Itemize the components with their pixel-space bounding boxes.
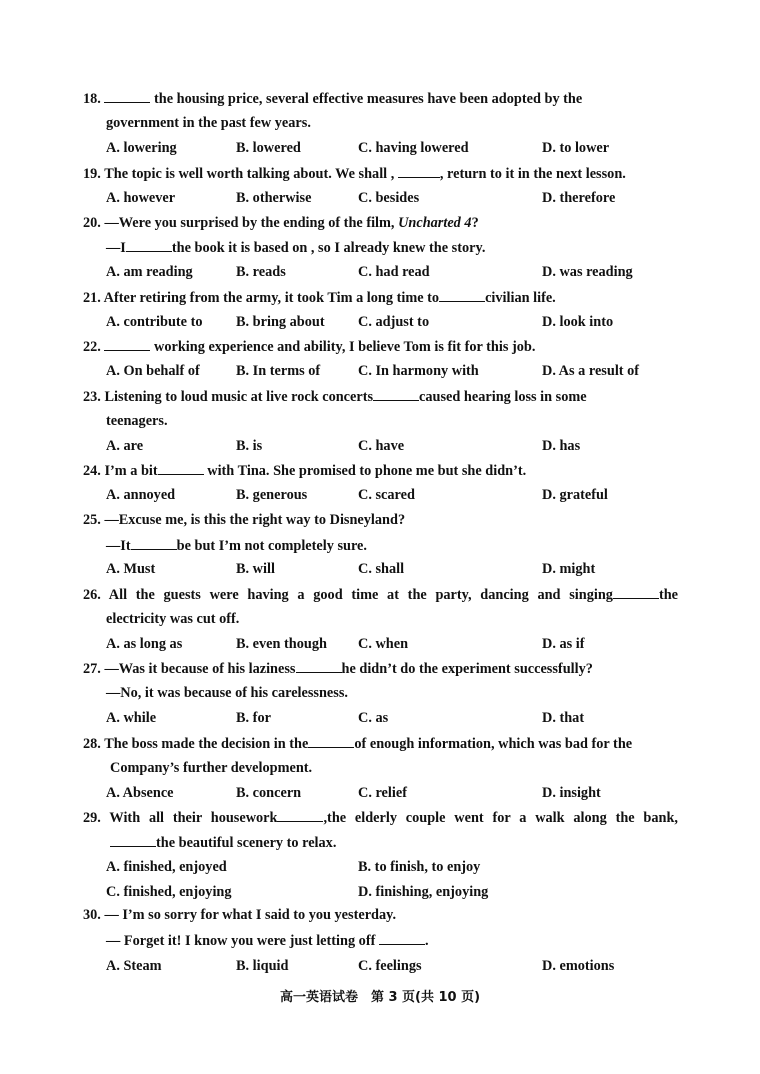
question-text-end: caused hearing loss in some <box>419 389 587 405</box>
option-c: C. relief <box>358 785 407 801</box>
question-25-line2 <box>106 536 367 555</box>
page-footer: 高一英语试卷 第 3 页(共 10 页) <box>279 990 481 1005</box>
question-number: 23. <box>83 389 101 405</box>
option-d: D. as if <box>542 636 585 652</box>
option-c: C. as <box>358 710 389 726</box>
answer-blank <box>308 734 354 748</box>
question-number: 25. <box>83 512 101 528</box>
option-b: B. otherwise <box>236 190 312 206</box>
option-d: D. was reading <box>542 264 633 280</box>
option-d: D. therefore <box>542 190 616 206</box>
option-b: B. generous <box>236 487 308 503</box>
answer-blank <box>398 164 440 178</box>
dialogue-start: —I <box>106 240 126 256</box>
option-c: C. finished, enjoying <box>106 884 232 900</box>
option-b: B. to finish, to enjoy <box>358 859 481 875</box>
question-text-end: ? <box>471 215 479 231</box>
question-number: 20. <box>83 215 101 231</box>
option-b: B. concern <box>236 785 302 801</box>
answer-blank <box>131 536 177 550</box>
question-number: 21. <box>83 290 101 306</box>
dialogue-start: — Forget it! I know you were just letting off <box>106 933 379 949</box>
question-19 <box>83 164 626 183</box>
answer-blank <box>158 461 204 475</box>
option-c: C. adjust to <box>358 314 430 330</box>
answer-blank <box>110 833 156 847</box>
question-text-end: the <box>658 587 678 603</box>
question-30 <box>83 906 396 924</box>
answer-blank <box>296 659 342 673</box>
dialogue-end: the book it is based on , so I already knew the story. <box>171 240 486 256</box>
option-c: C. In harmony with <box>358 363 479 379</box>
answer-blank <box>277 808 323 822</box>
answer-blank <box>613 585 659 599</box>
question-text: working experience and ability, I believe Tom is fit for this job. <box>150 339 536 355</box>
option-d: D. to lower <box>542 140 610 156</box>
question-text: —Excuse me, is this the right way to Disneyland? <box>104 512 406 528</box>
option-a: A. annoyed <box>106 487 176 503</box>
option-a: A. On behalf of <box>106 363 200 379</box>
answer-blank <box>104 337 150 351</box>
question-number: 30. <box>83 907 101 923</box>
question-number: 19. <box>83 166 101 182</box>
option-a: A. Steam <box>106 958 162 974</box>
option-d: D. grateful <box>542 487 608 503</box>
option-a: A. am reading <box>106 264 193 280</box>
option-b: B. will <box>236 561 275 577</box>
option-b: B. for <box>236 710 271 726</box>
option-c: C. shall <box>358 561 405 577</box>
option-d: D. might <box>542 561 596 577</box>
question-text: The topic is well worth talking about. We shall , <box>104 166 398 182</box>
option-c: C. when <box>358 636 409 652</box>
option-d: D. finishing, enjoying <box>358 884 489 900</box>
option-b: B. reads <box>236 264 286 280</box>
dialogue-end: . <box>424 933 429 949</box>
option-c: C. besides <box>358 190 420 206</box>
option-c: C. having lowered <box>358 140 469 156</box>
option-d: D. that <box>542 710 585 726</box>
question-22 <box>83 337 535 356</box>
answer-blank <box>373 387 419 401</box>
question-23-line2: teenagers. <box>106 413 168 429</box>
question-number: 24. <box>83 463 101 479</box>
question-20 <box>83 214 479 232</box>
question-text-end: with Tina. She promised to phone me but she didn’t. <box>203 463 527 479</box>
question-text: —Were you surprised by the ending of the film, <box>104 215 399 231</box>
question-text-end: the beautiful scenery to relax. <box>156 835 337 851</box>
question-26 <box>83 585 678 604</box>
question-29 <box>83 808 678 827</box>
question-30-line2 <box>106 931 429 950</box>
option-c: C. feelings <box>358 958 422 974</box>
option-b: B. liquid <box>236 958 289 974</box>
dialogue-end: be but I’m not completely sure. <box>176 538 367 554</box>
question-text: —Was it because of his laziness <box>104 661 296 677</box>
question-number: 22. <box>83 339 101 355</box>
question-number: 28. <box>83 736 101 752</box>
question-21 <box>83 288 556 307</box>
question-text: The boss made the decision in the <box>104 736 309 752</box>
option-d: D. insight <box>542 785 601 801</box>
option-b: B. is <box>236 438 263 454</box>
question-23 <box>83 387 587 406</box>
question-text: All the guests were having a good time at the party, dancing and singing <box>108 587 613 603</box>
question-24 <box>83 461 526 480</box>
option-d: D. has <box>542 438 581 454</box>
option-a: A. are <box>106 438 144 454</box>
option-b: B. bring about <box>236 314 325 330</box>
answer-blank <box>126 238 172 252</box>
question-text: I’m a bit <box>104 463 158 479</box>
question-text-end: of enough information, which was bad for the <box>354 736 633 752</box>
question-29-line2 <box>110 833 336 852</box>
option-a: A. Must <box>106 561 156 577</box>
question-number: 26. <box>83 587 101 603</box>
option-c: C. have <box>358 438 405 454</box>
option-a: A. as long as <box>106 636 183 652</box>
question-number: 29. <box>83 810 101 826</box>
question-18-line2: government in the past few years. <box>106 115 311 131</box>
question-text-end: , return to it in the next lesson. <box>439 166 626 182</box>
question-18 <box>83 89 582 108</box>
option-a: A. lowering <box>106 140 177 156</box>
question-text-end: civilian life. <box>485 290 556 306</box>
question-27 <box>83 659 593 678</box>
question-28-line2: Company’s further development. <box>110 760 313 776</box>
question-20-line2 <box>106 238 485 257</box>
option-a: A. Absence <box>106 785 174 801</box>
option-a: A. while <box>106 710 157 726</box>
option-c: C. scared <box>358 487 415 503</box>
option-b: B. lowered <box>236 140 301 156</box>
question-26-line2: electricity was cut off. <box>106 611 240 627</box>
question-28 <box>83 734 632 753</box>
question-text: the housing price, several effective measures have been adopted by the <box>150 91 583 107</box>
option-b: B. even though <box>236 636 327 652</box>
answer-blank <box>104 89 150 103</box>
question-text: After retiring from the army, it took Tim a long time to <box>103 290 440 306</box>
question-text: — I’m so sorry for what I said to you yesterday. <box>104 907 397 923</box>
option-a: A. contribute to <box>106 314 203 330</box>
question-27-line2: —No, it was because of his carelessness. <box>106 685 348 701</box>
option-c: C. had read <box>358 264 430 280</box>
option-a: A. however <box>106 190 176 206</box>
option-d: D. emotions <box>542 958 615 974</box>
option-d: D. look into <box>542 314 614 330</box>
answer-blank <box>379 931 425 945</box>
question-number: 18. <box>83 91 101 107</box>
film-title: Uncharted 4 <box>398 215 472 231</box>
question-25 <box>83 511 405 529</box>
dialogue-start: —It <box>106 538 131 554</box>
option-b: B. In terms of <box>236 363 321 379</box>
question-text: Listening to loud music at live rock concerts <box>104 389 374 405</box>
option-d: D. As a result of <box>542 363 640 379</box>
question-text-end: he didn’t do the experiment successfully? <box>341 661 593 677</box>
question-text-end: ,the elderly couple went for a walk along the bank, <box>323 810 678 826</box>
question-text: With all their housework <box>109 810 278 826</box>
option-a: A. finished, enjoyed <box>106 859 227 875</box>
answer-blank <box>439 288 485 302</box>
question-number: 27. <box>83 661 101 677</box>
